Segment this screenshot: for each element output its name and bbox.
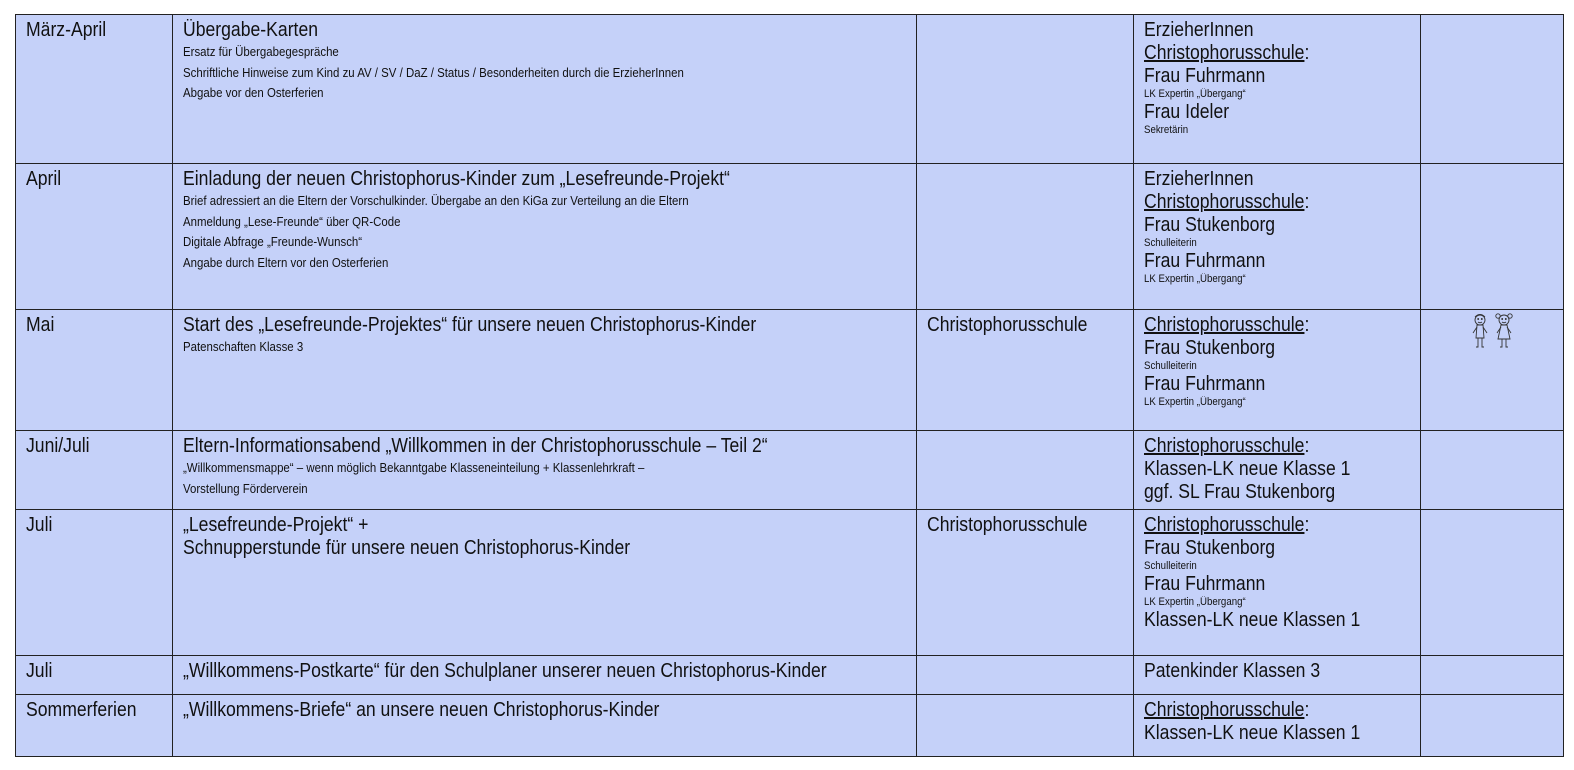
school-name: Christophorusschule [1144,514,1305,536]
table-row [16,164,1564,310]
month-label: Juni/Juli [26,435,90,457]
activity-title: „Willkommens-Briefe“ an unsere neuen Christophorus-Kinder [183,699,660,721]
school-label-line [1144,314,1378,337]
person-line: Frau Fuhrmann [1144,573,1266,595]
person-role: Schulleiterin [1144,560,1197,572]
activity-cell [173,164,917,310]
table-row [16,510,1564,656]
month-label: Sommerferien [26,699,137,721]
activity-detail: Patenschaften Klasse 3 [183,339,304,354]
icon-cell [1421,15,1564,164]
activity-cell [173,510,917,656]
activity-detail: Digitale Abfrage „Freunde-Wunsch“ [183,234,363,249]
activity-title: „Lesefreunde-Projekt“ + [183,514,369,536]
month-cell [16,656,173,695]
location-cell [917,15,1134,164]
school-label-line [1144,42,1378,65]
responsible-cell [1134,15,1421,164]
activity-detail: Brief adressiert an die Eltern der Vorschulkinder. Übergabe an den KiGa zur Verteilung an die Eltern [183,193,689,208]
colon: : [1304,42,1310,64]
table-row [16,15,1564,164]
school-label-line [1144,191,1378,214]
responsible-cell [1134,656,1421,695]
month-label: Juli [26,660,53,682]
responsible-cell [1134,695,1421,757]
table-row [16,310,1564,431]
school-label-line [1144,435,1378,458]
activity-title: Übergabe-Karten [183,19,319,41]
person-line: Frau Fuhrmann [1144,250,1266,272]
person-line: ErzieherInnen [1144,168,1254,190]
month-cell [16,431,173,510]
school-name: Christophorusschule [1144,42,1305,64]
icon-cell [1421,695,1564,757]
icon-cell [1421,310,1564,431]
location-cell [917,656,1134,695]
month-label: Mai [26,314,55,336]
responsible-cell [1134,510,1421,656]
activity-cell [173,310,917,431]
person-line: Frau Stukenborg [1144,214,1276,236]
person-role: Schulleiterin [1144,237,1197,249]
month-cell [16,510,173,656]
activity-detail: Vorstellung Förderverein [183,480,308,496]
activity-detail: Ersatz für Übergabegespräche [183,44,339,59]
person-line: Klassen-LK neue Klassen 1 [1144,609,1361,631]
location-cell [917,310,1134,431]
location-cell [917,164,1134,310]
person-line: Klassen-LK neue Klassen 1 [1144,722,1361,744]
person-line: Patenkinder Klassen 3 [1144,660,1321,682]
school-label-line [1144,699,1378,722]
activity-cell [173,695,917,757]
colon: : [1304,514,1310,536]
person-line: Frau Stukenborg [1144,537,1276,559]
month-label: Juli [26,514,53,536]
month-cell [16,310,173,431]
school-name: Christophorusschule [1144,435,1305,457]
activity-detail: Anmeldung „Lese-Freunde“ über QR-Code [183,213,401,229]
icon-cell [1421,510,1564,656]
activity-title: „Willkommens-Postkarte“ für den Schulplaner unserer neuen Christophorus-Kinder [183,660,827,682]
person-role: Sekretärin [1144,124,1189,136]
colon: : [1304,314,1310,336]
month-label: April [26,168,62,190]
responsible-cell [1134,431,1421,510]
activity-cell [173,656,917,695]
location-cell [917,695,1134,757]
activity-title: Start des „Lesefreunde-Projektes“ für unsere neuen Christophorus-Kinder [183,314,757,336]
activity-detail: Schriftliche Hinweise zum Kind zu AV / SV / DaZ / Status / Besonderheiten durch die ErzieherInnen [183,64,684,80]
person-line: ErzieherInnen [1144,19,1254,41]
activity-detail: Angabe durch Eltern vor den Osterferien [183,254,389,270]
month-cell [16,164,173,310]
activity-detail: „Willkommensmappe“ – wenn möglich Bekanntgabe Klasseneinteilung + Klassenlehrkraft – [183,460,645,475]
person-line: Frau Fuhrmann [1144,65,1266,87]
schedule-body [16,15,1564,757]
children-icon [1466,312,1518,350]
person-role: LK Expertin „Übergang“ [1144,396,1246,408]
person-line: Klassen-LK neue Klasse 1 [1144,458,1351,480]
person-line: Frau Fuhrmann [1144,373,1266,395]
colon: : [1304,191,1310,213]
person-line: ggf. SL Frau Stukenborg [1144,481,1336,503]
responsible-cell [1134,310,1421,431]
table-row [16,656,1564,695]
responsible-cell [1134,164,1421,310]
person-role: LK Expertin „Übergang“ [1144,596,1246,608]
person-role: LK Expertin „Übergang“ [1144,88,1246,100]
location-cell [917,431,1134,510]
table-row [16,431,1564,510]
person-line: Frau Stukenborg [1144,337,1276,359]
table-row [16,695,1564,757]
person-role: Schulleiterin [1144,360,1197,372]
colon: : [1304,435,1310,457]
activity-title: Einladung der neuen Christophorus-Kinder zum „Lesefreunde-Projekt“ [183,168,730,190]
month-label: März-April [26,19,107,41]
activity-title: Eltern-Informationsabend „Willkommen in der Christophorusschule – Teil 2“ [183,435,768,457]
colon: : [1304,699,1310,721]
person-role: LK Expertin „Übergang“ [1144,273,1246,285]
icon-cell [1421,431,1564,510]
activity-cell [173,431,917,510]
month-cell [16,15,173,164]
school-name: Christophorusschule [1144,314,1305,336]
icon-cell [1421,656,1564,695]
location-label: Christophorusschule [927,514,1088,536]
school-label-line [1144,514,1378,537]
person-line: Frau Ideler [1144,101,1230,123]
school-name: Christophorusschule [1144,191,1305,213]
location-label: Christophorusschule [927,314,1088,336]
activity-cell [173,15,917,164]
month-cell [16,695,173,757]
transition-schedule-table [15,14,1564,757]
activity-title: Schnupperstunde für unsere neuen Christophorus-Kinder [183,537,631,559]
icon-cell [1421,164,1564,310]
location-cell [917,510,1134,656]
activity-detail: Abgabe vor den Osterferien [183,85,324,100]
school-name: Christophorusschule [1144,699,1305,721]
